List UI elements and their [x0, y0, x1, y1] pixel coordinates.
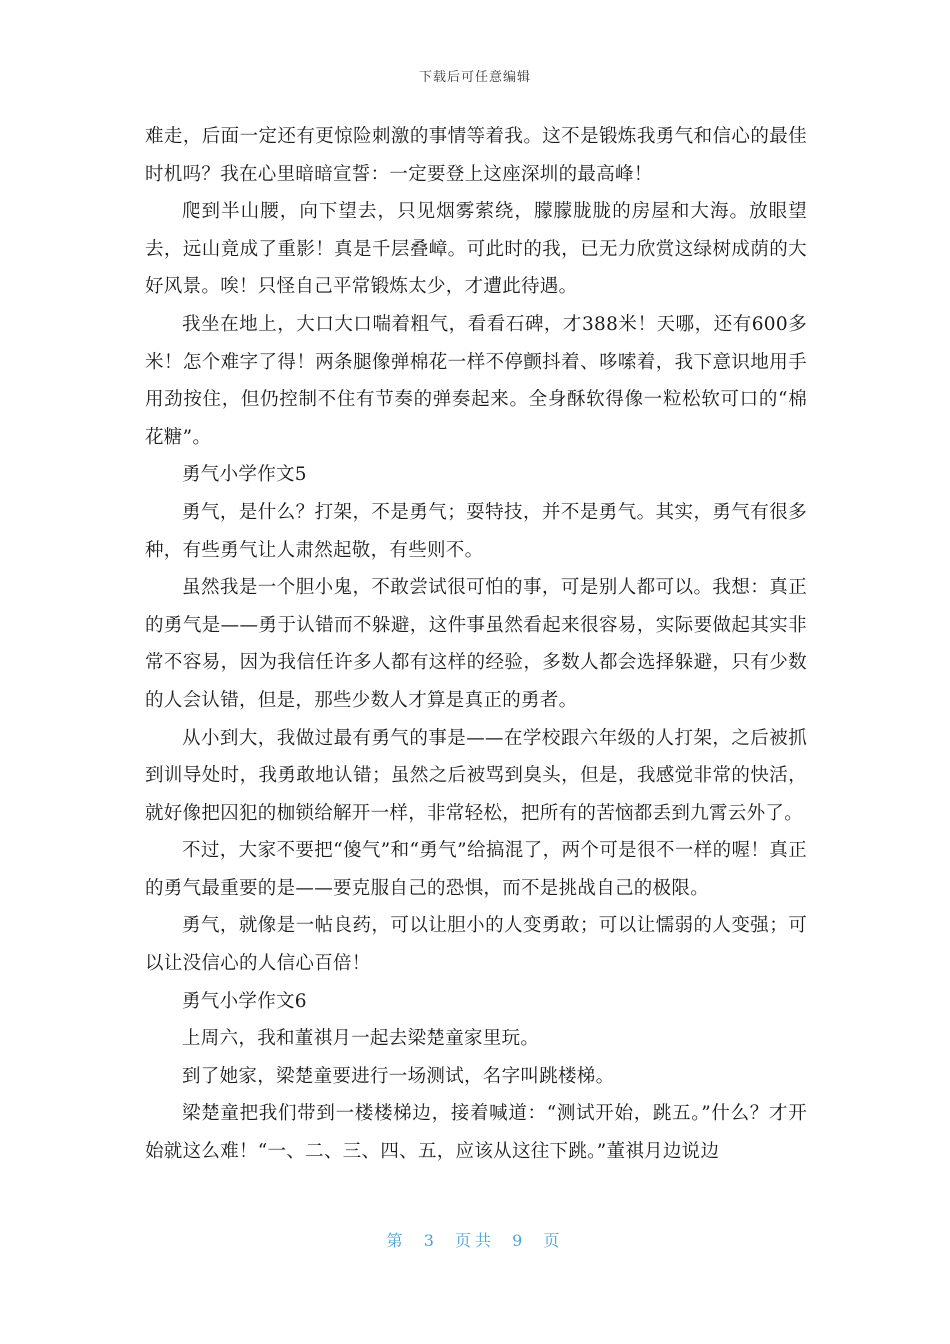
footer-label-end: 页 [543, 1231, 564, 1250]
paragraph: 虽然我是一个胆小鬼，不敢尝试很可怕的事，可是别人都可以。我想：真正的勇气是——勇于认错而不躲避，这件事虽然看起来很容易，实际要做起其实非常不容易，因为我信任许多人都有这样的经验，多数人都会选择躲避，只有少数的人会认错，但是，那些少数人才算是真正的勇者。 [145, 577, 807, 711]
section-heading: 勇气小学作文5 [182, 464, 307, 486]
total-page-number: 9 [512, 1231, 527, 1250]
paragraph: 我坐在地上，大口大口喘着粗气，看看石碑，才388米！天哪，还有600多米！怎个难字了得！两条腿像弹棉花一样不停颤抖着、哆嗦着，我下意识地用手用劲按住，但仍控制不住有节奏的弹奏起来。全身酥软得像一粒松软可口的“棉花糖”。 [145, 313, 807, 448]
page-footer [0, 1228, 950, 1251]
paragraph: 不过，大家不要把“傻气”和“勇气”给搞混了，两个可是很不一样的喔！真正的勇气最重要的是——要克服自己的恐惧，而不是挑战自己的极限。 [145, 840, 807, 899]
current-page-number: 3 [423, 1231, 438, 1250]
paragraph: 从小到大，我做过最有勇气的事是——在学校跟六年级的人打架，之后被抓到训导处时，我勇敢地认错；虽然之后被骂到臭头，但是，我感觉非常的快活，就好像把囚犯的枷锁给解开一样，非常轻松，把所有的苦恼都丢到九霄云外了。 [145, 727, 807, 824]
paragraph: 梁楚童把我们带到一楼楼梯边，接着喊道：“测试开始，跳五。”什么？才开始就这么难！“一、二、三、四、五，应该从这往下跳。”董祺月边说边 [145, 1103, 807, 1163]
paragraph: 爬到半山腰，向下望去，只见烟雾萦绕，朦朦胧胧的房屋和大海。放眼望去，远山竟成了重影！真是千层叠嶂。可此时的我，已无力欣赏这绿树成荫的大好风景。唉！只怪自己平常锻炼太少，才遭此待遇。 [145, 201, 807, 298]
paragraph: 到了她家，梁楚童要进行一场测试，名字叫跳楼梯。 [182, 1065, 615, 1087]
page-header: 下载后可任意编辑 [418, 70, 531, 85]
paragraph: 勇气，是什么？打架，不是勇气；耍特技，并不是勇气。其实，勇气有很多种，有些勇气让人肃然起敬，有些则不。 [145, 501, 807, 561]
paragraph: 上周六，我和董祺月一起去梁楚童家里玩。 [182, 1028, 540, 1050]
paragraph: 勇气，就像是一帖良药，可以让胆小的人变勇敢；可以让懦弱的人变强；可以让没信心的人信心百倍！ [145, 915, 807, 975]
document-body [145, 118, 807, 1171]
section-heading: 勇气小学作文6 [182, 990, 307, 1012]
paragraph: 难走，后面一定还有更惊险刺激的事情等着我。这不是锻炼我勇气和信心的最佳时机吗？我在心里暗暗宣誓：一定要登上这座深圳的最高峰！ [145, 126, 807, 185]
footer-label-of: 页共 [454, 1231, 495, 1250]
footer-label-page: 第 [386, 1231, 407, 1250]
